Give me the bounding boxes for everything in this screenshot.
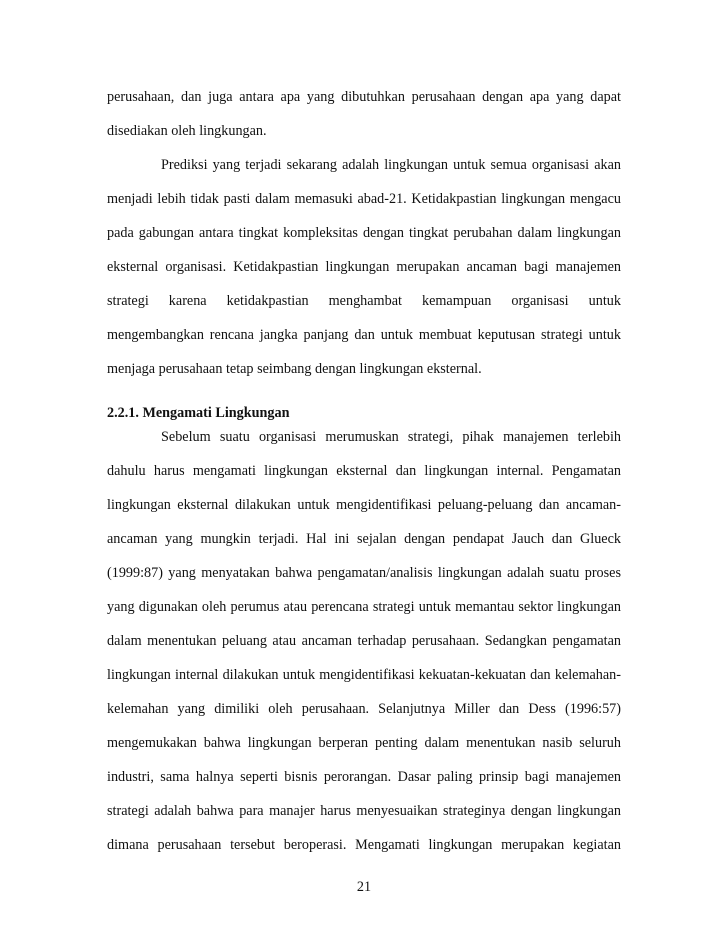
paragraph-3-line-11: industri, sama halnya seperti bisnis perorangan. Dasar paling prinsip bagi manajemen	[107, 769, 621, 785]
section-heading: 2.2.1. Mengamati Lingkungan	[107, 405, 290, 421]
paragraph-3-line-2: dahulu harus mengamati lingkungan eksternal dan lingkungan internal. Pengamatan	[107, 463, 621, 479]
paragraph-2-line-2: menjadi lebih tidak pasti dalam memasuki abad-21. Ketidakpastian lingkungan mengacu	[107, 191, 621, 207]
paragraph-3-line-3: lingkungan eksternal dilakukan untuk mengidentifikasi peluang-peluang dan ancaman-	[107, 497, 621, 513]
page-number: 21	[356, 879, 372, 895]
paragraph-3-line-9: kelemahan yang dimiliki oleh perusahaan. Selanjutnya Miller dan Dess (1996:57)	[107, 701, 621, 717]
paragraph-3-line-6: yang digunakan oleh perumus atau perencana strategi untuk memantau sektor lingkungan	[107, 599, 621, 615]
paragraph-2-line-6: mengembangkan rencana jangka panjang dan untuk membuat keputusan strategi untuk	[107, 327, 621, 343]
paragraph-3-line-1: Sebelum suatu organisasi merumuskan strategi, pihak manajemen terlebih	[161, 429, 621, 445]
paragraph-3-line-8: lingkungan internal dilakukan untuk mengidentifikasi kekuatan-kekuatan dan kelemahan-	[107, 667, 621, 683]
paragraph-2-line-7: menjaga perusahaan tetap seimbang dengan lingkungan eksternal.	[107, 361, 482, 377]
paragraph-3-line-10: mengemukakan bahwa lingkungan berperan penting dalam menentukan nasib seluruh	[107, 735, 621, 751]
paragraph-3-line-13: dimana perusahaan tersebut beroperasi. Mengamati lingkungan merupakan kegiatan	[107, 837, 621, 853]
paragraph-2-line-1: Prediksi yang terjadi sekarang adalah lingkungan untuk semua organisasi akan	[161, 157, 621, 173]
paragraph-2-line-4: eksternal organisasi. Ketidakpastian lingkungan merupakan ancaman bagi manajemen	[107, 259, 621, 275]
paragraph-2-line-5: strategi karena ketidakpastian menghambat kemampuan organisasi untuk	[107, 293, 621, 309]
paragraph-3-line-7: dalam menentukan peluang atau ancaman terhadap perusahaan. Sedangkan pengamatan	[107, 633, 621, 649]
paragraph-1-line-2: disediakan oleh lingkungan.	[107, 123, 267, 139]
paragraph-3-line-5: (1999:87) yang menyatakan bahwa pengamatan/analisis lingkungan adalah suatu proses	[107, 565, 621, 581]
paragraph-3-line-12: strategi adalah bahwa para manajer harus menyesuaikan strateginya dengan lingkungan	[107, 803, 621, 819]
paragraph-1-line-1: perusahaan, dan juga antara apa yang dibutuhkan perusahaan dengan apa yang dapat	[107, 89, 621, 105]
paragraph-2-line-3: pada gabungan antara tingkat kompleksitas dengan tingkat perubahan dalam lingkungan	[107, 225, 621, 241]
paragraph-3-line-4: ancaman yang mungkin terjadi. Hal ini sejalan dengan pendapat Jauch dan Glueck	[107, 531, 621, 547]
